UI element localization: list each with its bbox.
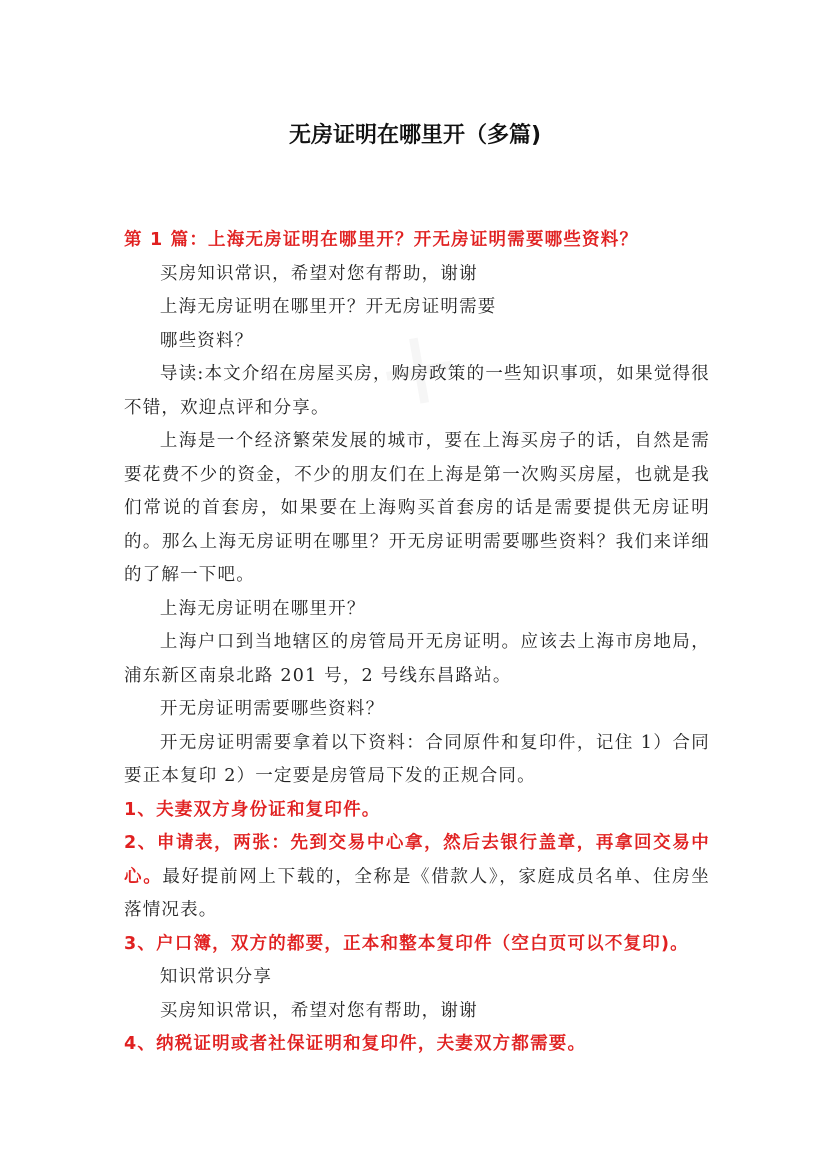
paragraph: 买房知识常识，希望对您有帮助，谢谢 [159, 263, 478, 284]
list-item: 4、纳税证明或者社保证明和复印件，夫妻双方都需要。 [124, 1034, 587, 1054]
paragraph: 买房知识常识，希望对您有帮助，谢谢 [159, 1000, 478, 1021]
section-heading: 第 1 篇：上海无房证明在哪里开？开无房证明需要哪些资料？ [124, 230, 639, 250]
paragraph: 导读:本文介绍在房屋买房，购房政策的一些知识事项，如果觉得很不错，欢迎点评和分享。 [124, 364, 710, 418]
paragraph: 知识常识分享 [159, 967, 273, 987]
paragraph: 上海是一个经济繁荣发展的城市，要在上海买房子的话，自然是需要花费不少的资金，不少的朋友们在上海是第一次购买房屋，也就是我们常说的首套房，如果要在上海购买首套房的话是需要提供无房证明的。那么上海无房证明在哪里？开无房证明需要哪些资料？我们来详细的了解一下吧。 [124, 431, 710, 585]
paragraph: 开无房证明需要拿着以下资料：合同原件和复印件，记住 1）合同要正本复印 2）一定要是房管局下发的正规合同。 [124, 732, 710, 786]
paragraph: 上海无房证明在哪里开？开无房证明需要 [159, 297, 497, 317]
list-item: 1、夫妻双方身份证和复印件。 [124, 799, 381, 820]
page-title: 无房证明在哪里开（多篇) [288, 123, 542, 148]
list-item: 3、户口簿，双方的都要，正本和整本复印件（空白页可以不复印)。 [124, 933, 689, 954]
list-item-emphasis: 2、申请表，两张：先到交易中心拿，然后去银行盖章，再拿回交易中心。 [124, 833, 710, 887]
list-item [124, 827, 710, 928]
paragraph: 上海户口到当地辖区的房管局开无房证明。应该去上海市房地局，浦东新区南泉北路 201 号，2 号线东昌路站。 [124, 632, 710, 686]
paragraph: 上海无房证明在哪里开？ [159, 598, 366, 619]
paragraph: 开无房证明需要哪些资料？ [159, 699, 385, 719]
document-body [124, 224, 710, 1062]
paragraph: 哪些资料？ [159, 330, 254, 351]
list-item-text: 最好提前网上下载的，全称是《借款人》，家庭成员名单、住房坐落情况表。 [124, 866, 710, 920]
